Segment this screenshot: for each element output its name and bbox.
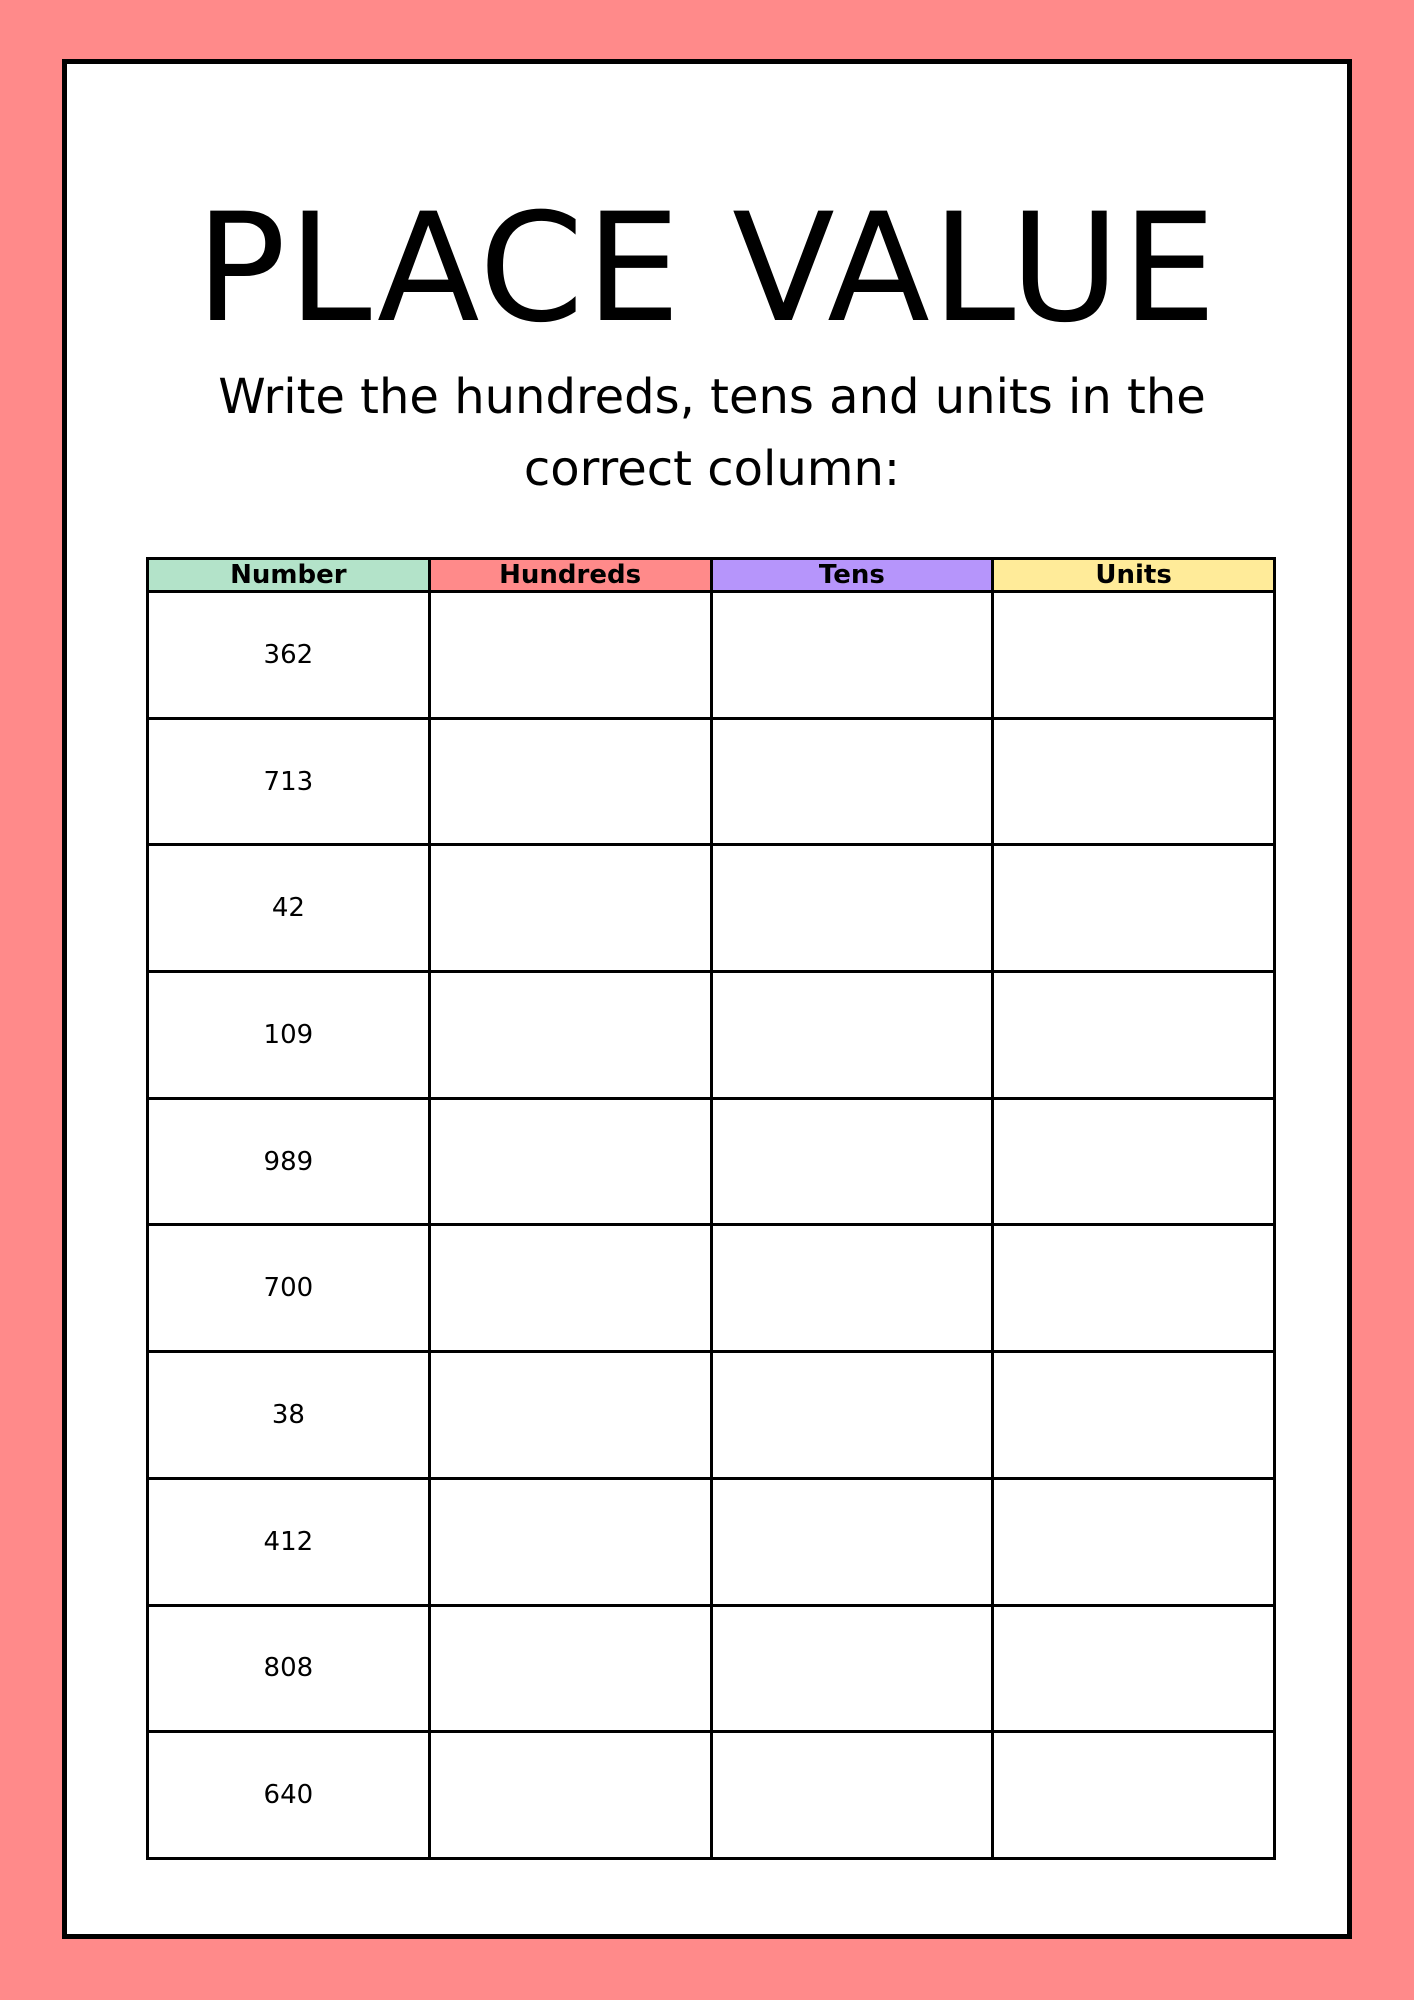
table-row bbox=[148, 1225, 1275, 1352]
hundreds-answer-cell[interactable] bbox=[429, 592, 711, 719]
tens-answer-cell[interactable] bbox=[711, 1605, 993, 1732]
table-row bbox=[148, 718, 1275, 845]
header-hundreds: Hundreds bbox=[429, 559, 711, 592]
table-row bbox=[148, 1478, 1275, 1605]
units-answer-cell[interactable] bbox=[993, 1352, 1275, 1479]
tens-answer-cell[interactable] bbox=[711, 718, 993, 845]
table-row bbox=[148, 1098, 1275, 1225]
tens-answer-cell[interactable] bbox=[711, 592, 993, 719]
units-answer-cell[interactable] bbox=[993, 972, 1275, 1099]
hundreds-answer-cell[interactable] bbox=[429, 845, 711, 972]
number-cell: 362 bbox=[148, 592, 430, 719]
place-value-table bbox=[146, 557, 1276, 1860]
worksheet-instructions: Write the hundreds, tens and units in the correct column: bbox=[218, 369, 1206, 497]
units-answer-cell[interactable] bbox=[993, 718, 1275, 845]
hundreds-answer-cell[interactable] bbox=[429, 1098, 711, 1225]
tens-answer-cell[interactable] bbox=[711, 972, 993, 1099]
hundreds-answer-cell[interactable] bbox=[429, 972, 711, 1099]
header-number: Number bbox=[148, 559, 430, 592]
hundreds-answer-cell[interactable] bbox=[429, 1605, 711, 1732]
table-row bbox=[148, 1352, 1275, 1479]
number-cell: 989 bbox=[148, 1098, 430, 1225]
table-row bbox=[148, 1732, 1275, 1859]
units-answer-cell[interactable] bbox=[993, 845, 1275, 972]
table-header-row bbox=[148, 559, 1275, 592]
number-cell: 808 bbox=[148, 1605, 430, 1732]
worksheet-sheet bbox=[62, 59, 1352, 1939]
units-answer-cell[interactable] bbox=[993, 1098, 1275, 1225]
number-cell: 640 bbox=[148, 1732, 430, 1859]
number-cell: 109 bbox=[148, 972, 430, 1099]
units-answer-cell[interactable] bbox=[993, 1605, 1275, 1732]
hundreds-answer-cell[interactable] bbox=[429, 1478, 711, 1605]
hundreds-answer-cell[interactable] bbox=[429, 1352, 711, 1479]
tens-answer-cell[interactable] bbox=[711, 1478, 993, 1605]
units-answer-cell[interactable] bbox=[993, 1225, 1275, 1352]
tens-answer-cell[interactable] bbox=[711, 1732, 993, 1859]
tens-answer-cell[interactable] bbox=[711, 845, 993, 972]
table-row bbox=[148, 592, 1275, 719]
number-cell: 42 bbox=[148, 845, 430, 972]
units-answer-cell[interactable] bbox=[993, 1732, 1275, 1859]
table-row bbox=[148, 972, 1275, 1099]
units-answer-cell[interactable] bbox=[993, 1478, 1275, 1605]
hundreds-answer-cell[interactable] bbox=[429, 1732, 711, 1859]
tens-answer-cell[interactable] bbox=[711, 1098, 993, 1225]
header-units: Units bbox=[993, 559, 1275, 592]
table-row bbox=[148, 845, 1275, 972]
number-cell: 412 bbox=[148, 1478, 430, 1605]
worksheet-title: PLACE VALUE bbox=[195, 182, 1219, 356]
header-tens: Tens bbox=[711, 559, 993, 592]
number-cell: 38 bbox=[148, 1352, 430, 1479]
tens-answer-cell[interactable] bbox=[711, 1225, 993, 1352]
hundreds-answer-cell[interactable] bbox=[429, 718, 711, 845]
units-answer-cell[interactable] bbox=[993, 592, 1275, 719]
table-row bbox=[148, 1605, 1275, 1732]
number-cell: 713 bbox=[148, 718, 430, 845]
hundreds-answer-cell[interactable] bbox=[429, 1225, 711, 1352]
number-cell: 700 bbox=[148, 1225, 430, 1352]
tens-answer-cell[interactable] bbox=[711, 1352, 993, 1479]
